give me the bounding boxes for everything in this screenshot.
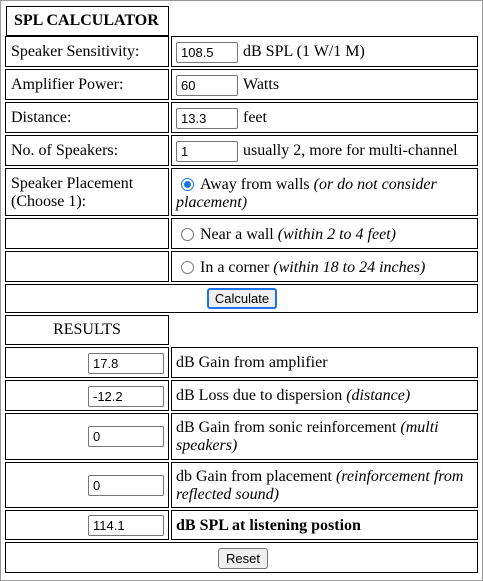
placement-away-text xyxy=(176,176,471,212)
calculate-cell xyxy=(5,284,478,313)
sensitivity-label-cell xyxy=(5,36,169,67)
sensitivity-input[interactable] xyxy=(176,42,238,63)
result-amp-label-cell xyxy=(171,347,478,378)
power-label: Amplifier Power: xyxy=(11,76,124,93)
result-dispersion-label-cell xyxy=(171,380,478,411)
result-placement-note: (reinforcement from reflected sound) xyxy=(176,468,464,503)
distance-label: Distance: xyxy=(11,109,72,126)
result-sonic-note: (multi speakers) xyxy=(176,419,439,454)
result-total-label: dB SPL at listening postion xyxy=(176,517,361,534)
distance-label-cell xyxy=(5,102,169,133)
results-heading-cell xyxy=(5,315,169,345)
result-sonic-label: dB Gain from sonic reinforcement xyxy=(176,419,397,436)
page-title: SPL CALCULATOR xyxy=(14,12,159,29)
speakers-input-cell xyxy=(171,135,478,166)
speakers-unit: usually 2, more for multi-channel xyxy=(243,142,458,159)
power-input-cell xyxy=(171,69,478,100)
reset-button[interactable]: Reset xyxy=(218,548,268,569)
result-amplifier-gain[interactable] xyxy=(88,353,164,374)
result-amp-value-cell xyxy=(5,347,169,378)
result-placement-text xyxy=(176,468,471,504)
sensitivity-input-cell xyxy=(171,36,478,67)
distance-unit: feet xyxy=(243,109,267,126)
distance-input[interactable] xyxy=(176,108,238,129)
result-total-spl[interactable] xyxy=(88,515,164,536)
result-sonic-text xyxy=(176,419,471,455)
placement-option-corner-cell[interactable] xyxy=(171,251,478,282)
sensitivity-unit: dB SPL (1 W/1 M) xyxy=(243,43,365,60)
placement-corner-text xyxy=(200,259,425,277)
speakers-label-cell xyxy=(5,135,169,166)
placement-wall-text xyxy=(200,226,396,244)
power-input[interactable] xyxy=(176,75,238,96)
placement-label: Speaker Placement (Choose 1): xyxy=(11,175,134,210)
calculate-button[interactable]: Calculate xyxy=(207,288,277,309)
result-placement-gain[interactable] xyxy=(88,475,164,496)
placement-empty-cell-1 xyxy=(5,218,169,249)
radio-in-a-corner[interactable] xyxy=(181,261,194,274)
result-dispersion-loss[interactable] xyxy=(88,386,164,407)
placement-away-note: (or do not consider placement) xyxy=(176,176,437,211)
result-amp-label: dB Gain from amplifier xyxy=(176,354,328,371)
placement-wall-note: (within 2 to 4 feet) xyxy=(277,226,396,243)
result-placement-label: db Gain from placement xyxy=(176,468,332,485)
result-sonic-label-cell xyxy=(171,413,478,460)
result-sonic-value-cell xyxy=(5,413,169,460)
speakers-input[interactable] xyxy=(176,141,238,162)
result-sonic-gain[interactable] xyxy=(88,426,164,447)
placement-corner-note: (within 18 to 24 inches) xyxy=(273,259,426,276)
distance-input-cell xyxy=(171,102,478,133)
placement-empty-cell-2 xyxy=(5,251,169,282)
result-dispersion-label: dB Loss due to dispersion xyxy=(176,387,343,404)
result-total-value-cell xyxy=(5,510,169,540)
results-heading: RESULTS xyxy=(53,321,121,338)
power-unit: Watts xyxy=(243,76,280,93)
result-dispersion-value-cell xyxy=(5,380,169,411)
title-cell xyxy=(6,6,169,36)
placement-wall-label: Near a wall xyxy=(200,226,274,243)
placement-label-cell xyxy=(5,168,169,216)
sensitivity-label: Speaker Sensitivity: xyxy=(11,43,140,60)
result-total-label-cell xyxy=(171,510,478,540)
result-dispersion-note: (distance) xyxy=(346,387,411,404)
result-dispersion-text xyxy=(176,387,410,405)
radio-near-a-wall[interactable] xyxy=(181,228,194,241)
placement-option-wall-cell[interactable] xyxy=(171,218,478,249)
speakers-label: No. of Speakers: xyxy=(11,142,119,159)
placement-away-label: Away from walls xyxy=(200,176,310,193)
placement-option-away-cell[interactable] xyxy=(171,168,478,216)
result-placement-value-cell xyxy=(5,462,169,508)
reset-cell xyxy=(5,542,478,573)
power-label-cell xyxy=(5,69,169,100)
result-placement-label-cell xyxy=(171,462,478,508)
placement-corner-label: In a corner xyxy=(200,259,270,276)
